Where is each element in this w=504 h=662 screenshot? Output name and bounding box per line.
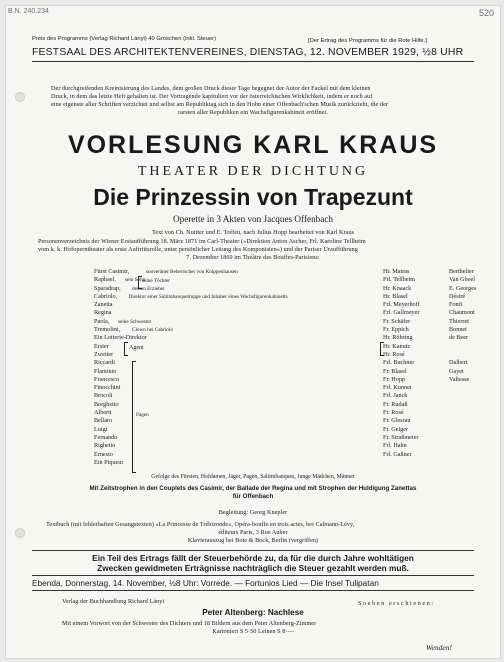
role-description: Direktor einer Saltimbanquetruppe und Inhaber eines Wachsfigurenkabinetts — [128, 293, 288, 300]
role-name: Zanetta — [94, 301, 113, 309]
vienna-performer: Fr. Hopp — [383, 375, 406, 383]
intro-line: Der durchgreifenden Kreinisierung des Landes, dem großen Druck dieser Tage begegnet der Autor der Fackel mit dem kleinen — [51, 85, 371, 92]
cast-row — [94, 426, 494, 434]
vienna-performer: Fr. Schäfer — [383, 317, 411, 325]
archive-mark: B.N. 240.234 — [8, 8, 49, 15]
cast-row — [94, 409, 494, 417]
cast-row — [94, 417, 494, 425]
textbook-line: éditeurs Paris, 3 Rue Auber — [218, 529, 288, 536]
divider — [32, 590, 474, 591]
paris-performer: Berthelier — [449, 268, 474, 275]
role-description: souveräner Beherrscher von Knippenhausen — [146, 269, 238, 275]
cast-row — [94, 268, 494, 276]
brace-label: Pagen — [136, 412, 149, 418]
cast-row — [94, 442, 494, 450]
role-name: Riccardi — [94, 359, 115, 367]
tax-notice: Ein Teil des Ertrags fällt der Steuerbehörde zu, da für die durch Jahre wohltätigen — [92, 553, 414, 563]
role-name: Fürst Casimir, — [94, 268, 130, 275]
role-description: sein Sohn — [125, 277, 146, 284]
cast-row — [94, 384, 494, 392]
cast-row — [94, 326, 494, 334]
divider — [32, 575, 474, 576]
role-name: Righetto — [94, 442, 116, 450]
vienna-performer: Frl. Kunnet — [383, 384, 412, 392]
role-name: Flaminio — [94, 367, 117, 375]
paris-performer: Gayet — [449, 367, 464, 375]
cast-row — [94, 351, 494, 359]
role-name: Paola, — [94, 317, 110, 325]
history-line: vom k. k. Hofoperntheater als erste Auftrittsrolle, unter persönlicher Leitung des Komponisten«) und der Pariser Uraufführung — [38, 246, 358, 253]
intro-line: rarsten aller Republiken ein Wachsfigurenkabinett eröffnet. — [178, 109, 328, 116]
book-title: Peter Altenberg: Nachlese — [202, 608, 304, 617]
role-name: Ernesto — [94, 450, 113, 458]
punch-hole — [15, 92, 25, 102]
cast-row — [94, 318, 494, 326]
paris-performer: de Beer — [449, 334, 469, 342]
textbook-line: Klavierauszug bei Bote & Bock, Berlin (vergriffen) — [187, 537, 319, 544]
role-name: Borghetto — [94, 400, 119, 408]
vienna-performer: Frl. Gaßner — [383, 450, 412, 458]
price-note: Preis des Programms (Verlag Richard Lányi) 40 Groschen (inkl. Steuer) — [32, 36, 216, 42]
vienna-performer: Fr. Straßmeier — [383, 433, 419, 441]
vienna-performer: Frl. Meyerhoff — [383, 301, 420, 309]
role-name: Finocchini — [94, 384, 121, 392]
role-name: Alberti — [94, 409, 112, 417]
proceeds-note: [Der Ertrag des Programms für die Rote Hilfe.] — [308, 38, 427, 44]
cast-row — [94, 293, 494, 301]
cast-row — [94, 392, 494, 400]
role-name: Erster — [94, 342, 109, 350]
book-description: Mit einem Vorwort von der Schwester des Dichters und 18 Bildern aus dem Peter Altenberg-Zimmer — [62, 620, 317, 627]
role-description: seine Schwester — [118, 318, 152, 325]
cast-row — [94, 376, 494, 384]
vienna-performer: Fr. Rudaß — [383, 400, 408, 408]
turn-over-note: Wenden! — [426, 643, 452, 652]
textbook-line: Textbuch (mit fehlerhaften Gesangstexten) »La Princesse de Trébizonde«, Opéra-bouffe en trois actes, bei Calmann-Lévy, — [46, 521, 355, 528]
role-name: Tremolini, — [94, 326, 121, 334]
vienna-performer: Hr. Röhring — [383, 334, 413, 342]
role-name: Ein Piqueur — [94, 458, 124, 466]
vienna-performer: Hr. Matras — [383, 268, 410, 275]
role-name: Sparadrap, — [94, 284, 121, 292]
accompaniment: Begleitung: Georg Knepler — [218, 509, 288, 516]
program-sheet — [6, 6, 500, 658]
insertions-line: für Offenbach — [232, 493, 274, 500]
cast-row — [94, 401, 494, 409]
cast-row — [94, 334, 494, 342]
series-title: THEATER DER DICHTUNG — [137, 164, 369, 179]
paris-performer: Thierret — [449, 317, 469, 325]
venue-line: FESTSAAL DES ARCHITEKTENVEREINES, DIENSTAG, 12. NOVEMBER 1929, ½8 UHR — [32, 47, 464, 58]
book-prices: Kartoniert S 5·50 Leinen S 8·— — [212, 628, 294, 635]
paris-performer: Chaumont — [449, 309, 475, 317]
next-event: Ebenda, Donnerstag, 14. November, ½8 Uhr: Vorrede. — Fortunios Lied — Die Insel Tulipatan — [32, 578, 379, 588]
paris-performer: Fonti — [449, 301, 463, 309]
retinue-line: Gefolge des Fürsten, Hofdamen, Jäger, Pagen, Saltimbanques, Junge Mädchen, Männer — [151, 474, 355, 480]
vienna-performer: Frl. Hahn — [383, 442, 407, 450]
cast-row — [94, 343, 494, 351]
role-name: Brocoli — [94, 392, 113, 400]
insertions-line: Mit Zeitstrophen in den Couplets des Casimir, der Ballade der Regina und mit Strophen der Huldigung Zanettas — [89, 485, 417, 492]
history-line: 7. Dezember 1869 im Théâtre des Bouffes-Parisiens: — [186, 254, 320, 261]
paris-performer: Bonnet — [449, 326, 467, 334]
role-name: Fernando — [94, 433, 118, 441]
divider — [32, 550, 474, 551]
tax-notice: Zwecken gewidmeten Erträgnisse nachträglich die Steuer gezahlt werden muß. — [97, 563, 409, 573]
cast-row — [94, 434, 494, 442]
role-name: Francesco — [94, 375, 120, 383]
vienna-performer: Hr. Blasel — [383, 292, 408, 300]
work-title: Die Prinzessin von Trapezunt — [93, 184, 413, 210]
paris-performer: E. Georges — [449, 284, 477, 292]
vienna-performer: Hr. Kanutz — [383, 342, 411, 350]
intro-line: Druck, in dem das letzte Heft gehalten ist. Der Vortragende kapituliert vor der österreichischen Wirklichkeit, indem er noch auf — [51, 93, 373, 100]
cast-row — [94, 451, 494, 459]
brace-label: seine Töchter — [142, 278, 170, 284]
role-name: Luigi — [94, 425, 108, 433]
vienna-performer: Frl. Gallmeyer — [383, 309, 420, 317]
cast-row — [94, 301, 494, 309]
role-name: Regina — [94, 309, 112, 317]
paris-performer: Van Gheel — [449, 276, 475, 284]
divider — [32, 61, 474, 62]
corner-number: 520 — [478, 8, 494, 18]
vienna-performer: Frl. Tellheim — [383, 276, 416, 284]
brace — [380, 342, 384, 356]
cast-row — [94, 285, 494, 293]
vienna-performer: Fr. Geiger — [383, 425, 409, 433]
event-title: VORLESUNG KARL KRAUS — [67, 131, 439, 159]
paris-performer: Valtesse — [449, 375, 470, 383]
brace-label: Agent — [129, 345, 144, 351]
vienna-performer: Fr. Rosé — [383, 409, 404, 417]
vienna-performer: Hr. Rosé — [383, 350, 405, 358]
role-name: Ein Lotterie-Direktor — [94, 334, 147, 342]
role-description: dessen Erzieher — [132, 285, 165, 292]
role-name: Zweiter — [94, 350, 114, 358]
cast-list — [94, 268, 494, 467]
intro-line: eine eigenste aller Schriften verzichtet und selbst am Republiktag sich in den Hohn einer Offenbach'schen Musik zurückzieht, die der — [51, 101, 388, 108]
vienna-performer: Hr. Knaack — [383, 284, 412, 292]
role-name: Raphael, — [94, 276, 116, 284]
cast-row — [94, 459, 494, 467]
now-appearing: Soeben erschienen: — [358, 600, 435, 607]
brace — [124, 342, 128, 356]
paris-performer: Dalbert — [449, 359, 468, 367]
role-name: Cabriolo, — [94, 292, 118, 300]
cast-row — [94, 368, 494, 376]
vienna-performer: Fr. Blasel — [383, 367, 407, 375]
paris-performer: Désiré — [449, 292, 466, 300]
history-line: Personenverzeichnis der Wiener Erstaufführung 18. März 1871 im Carl-Theater (»Direktion Anton Ascher, Frl. Karoline Tellheim — [38, 238, 366, 245]
publisher-line: Verlag der Buchhandlung Richard Lányi — [62, 598, 165, 605]
work-subtitle: Operette in 3 Akten von Jacques Offenbach — [172, 214, 334, 224]
cast-row — [94, 359, 494, 367]
vienna-performer: Fr. Glesrau — [383, 417, 411, 425]
vienna-performer: Frl. Janck — [383, 392, 408, 400]
vienna-performer: Fr. Eppich — [383, 326, 409, 334]
vienna-performer: Frl. Buchner — [383, 359, 415, 367]
role-name: Bellaro — [94, 417, 113, 425]
cast-row — [94, 309, 494, 317]
credits-line: Text von Ch. Nuitter und E. Tréfeu, nach Julius Hopp bearbeitet von Karl Kraus — [151, 229, 355, 236]
role-description: Clown bei Cabriolo — [132, 327, 173, 334]
